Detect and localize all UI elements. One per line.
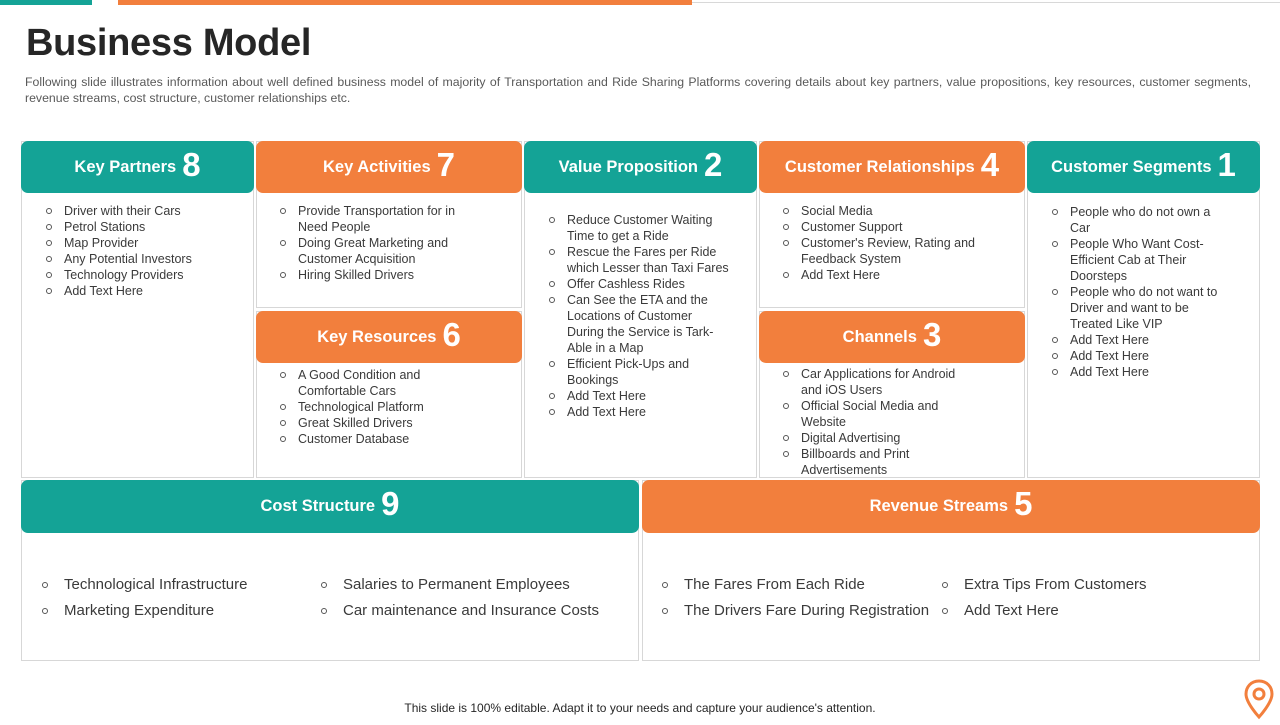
cost-structure-list-left (40, 572, 310, 624)
cost-structure-header (21, 480, 639, 533)
key-resources-number: 6 (442, 315, 461, 353)
revenue-streams-title: Revenue Streams (869, 497, 1009, 515)
key-partners-title: Key Partners (74, 157, 177, 176)
list-item: Add Text Here (779, 267, 989, 283)
top-accent-orange (118, 0, 692, 5)
list-item: Reduce Customer Waiting Time to get a Ride (545, 212, 730, 244)
list-item: Car maintenance and Insurance Costs (319, 598, 619, 624)
list-item: Social Media (779, 203, 989, 219)
list-item: A Good Condition and Comfortable Cars (276, 367, 476, 399)
list-item: Driver with their Cars (42, 203, 242, 219)
list-item: Technological Platform (276, 399, 476, 415)
page-subtitle: Following slide illustrates information about well defined business model of majority of Transportation and Ride Sharing Platforms covering details about key partners, value propositions, key resources, customer segments, revenue streams, cost structure, customer relationships etc. (25, 75, 1251, 105)
list-item: Hiring Skilled Drivers (276, 267, 476, 283)
list-item: Offer Cashless Rides (545, 276, 730, 292)
key-activities-number: 7 (436, 145, 455, 183)
revenue-streams-header (642, 480, 1260, 533)
list-item: The Drivers Fare During Registration (660, 598, 940, 624)
revenue-streams-number: 5 (1014, 485, 1033, 522)
list-item: Add Text Here (545, 404, 730, 420)
list-item: Digital Advertising (779, 430, 974, 446)
customer-relationships-number: 4 (980, 145, 1000, 183)
value-proposition-header (524, 141, 757, 193)
list-item: Marketing Expenditure (40, 598, 310, 624)
key-resources-header (256, 311, 522, 363)
key-partners-header (21, 141, 254, 193)
list-item: Can See the ETA and the Locations of Customer During the Service is Tark-Able in a Map (545, 292, 730, 356)
list-item: People Who Want Cost-Efficient Cab at Their Doorsteps (1048, 236, 1228, 284)
list-item: Technological Infrastructure (40, 572, 310, 598)
channels-number: 3 (922, 315, 942, 353)
cost-structure-title: Cost Structure (260, 497, 376, 515)
location-pin-icon (1243, 679, 1275, 725)
customer-relationships-header (759, 141, 1025, 193)
value-proposition-list (545, 212, 730, 420)
list-item: Provide Transportation for in Need People (276, 203, 476, 235)
list-item: Add Text Here (1048, 348, 1228, 364)
page-title: Business Model (26, 22, 312, 64)
cost-structure-number: 9 (381, 485, 400, 522)
key-resources-list (276, 367, 476, 447)
list-item: Salaries to Permanent Employees (319, 572, 619, 598)
list-item: Efficient Pick-Ups and Bookings (545, 356, 730, 388)
channels-list (779, 366, 974, 478)
cost-structure-list-right (319, 572, 619, 624)
customer-segments-number: 1 (1217, 145, 1236, 183)
top-accent-teal (0, 0, 92, 5)
list-item: Map Provider (42, 235, 242, 251)
list-item: Customer Support (779, 219, 989, 235)
list-item: Rescue the Fares per Ride which Lesser than Taxi Fares (545, 244, 730, 276)
list-item: The Fares From Each Ride (660, 572, 940, 598)
list-item: Great Skilled Drivers (276, 415, 476, 431)
customer-segments-list (1048, 204, 1228, 380)
customer-segments-title: Customer Segments (1051, 157, 1212, 176)
customer-segments-header (1027, 141, 1260, 193)
revenue-streams-list-right (940, 572, 1200, 624)
value-proposition-title: Value Proposition (558, 157, 698, 176)
key-partners-list (42, 203, 242, 299)
key-resources-title: Key Resources (317, 327, 437, 346)
key-activities-title: Key Activities (323, 157, 431, 176)
list-item: Car Applications for Android and iOS Users (779, 366, 974, 398)
list-item: Doing Great Marketing and Customer Acquisition (276, 235, 476, 267)
customer-relationships-title: Customer Relationships (784, 157, 975, 176)
footer-note: This slide is 100% editable. Adapt it to your needs and capture your audience's attention. (404, 701, 876, 715)
list-item: Add Text Here (42, 283, 242, 299)
list-item: People who do not own a Car (1048, 204, 1228, 236)
list-item: Add Text Here (545, 388, 730, 404)
key-partners-number: 8 (182, 145, 201, 183)
list-item: Add Text Here (1048, 332, 1228, 348)
list-item: Add Text Here (940, 598, 1200, 624)
revenue-streams-list-left (660, 572, 940, 624)
list-item: Customer Database (276, 431, 476, 447)
list-item: Any Potential Investors (42, 251, 242, 267)
list-item: Petrol Stations (42, 219, 242, 235)
list-item: Technology Providers (42, 267, 242, 283)
key-activities-list (276, 203, 476, 283)
channels-title: Channels (842, 327, 917, 346)
channels-header (759, 311, 1025, 363)
list-item: Extra Tips From Customers (940, 572, 1200, 598)
value-proposition-number: 2 (704, 145, 723, 183)
list-item: People who do not want to Driver and want to be Treated Like VIP (1048, 284, 1228, 332)
key-activities-header (256, 141, 522, 193)
list-item: Add Text Here (1048, 364, 1228, 380)
list-item: Billboards and Print Advertisements (779, 446, 974, 478)
list-item: Official Social Media and Website (779, 398, 974, 430)
top-accent-line (692, 2, 1280, 3)
customer-relationships-list (779, 203, 989, 283)
list-item: Customer's Review, Rating and Feedback System (779, 235, 989, 267)
